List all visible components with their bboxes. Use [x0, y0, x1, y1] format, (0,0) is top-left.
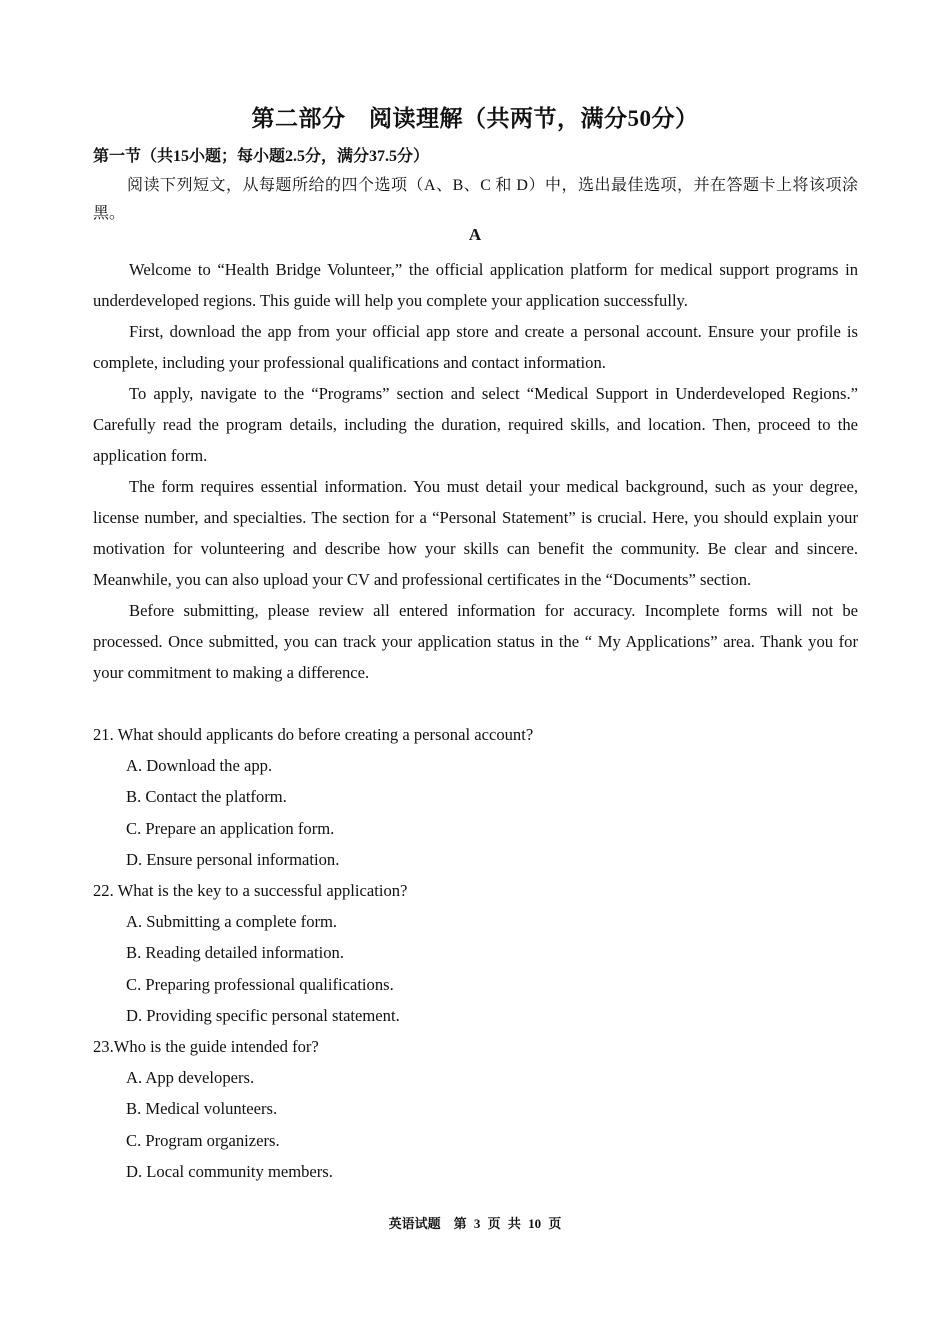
question-stem: 21. What should applicants do before creating a personal account? — [93, 725, 534, 744]
question-stem: 23.Who is the guide intended for? — [93, 1037, 319, 1057]
instructions: 阅读下列短文，从每题所给的四个选项（A、B、C 和 D）中，选出最佳选项，并在答题卡上将该项涂黑。 — [93, 177, 858, 222]
question-21 — [93, 719, 858, 875]
option-c: C. Program organizers. — [126, 1130, 280, 1150]
passage-paragraph: To apply, navigate to the “Programs” section and select “Medical Support in Underdeveloped Regions.” Carefully read the program details, including the duration, required skills, and location. Then, proceed to the application form. — [93, 384, 858, 465]
option-a: A. Submitting a complete form. — [126, 912, 338, 932]
passage-paragraph: The form requires essential information. You must detail your medical background, such as your degree, license number, and specialties. The section for a “Personal Statement” is crucial. Here, you should explain your motivation for volunteering and describe how your skills can benefit the community. Be clear and sincere. Meanwhile, you can also upload your CV and professional certificates in the “Documents” section. — [93, 477, 858, 589]
section-title: 第一节（共15小题；每小题2.5分，满分37.5分） — [93, 148, 430, 165]
passage-paragraph: First, download the app from your official app store and create a personal account. Ensure your profile is complete, including your professional qualifications and contact information. — [93, 322, 858, 372]
passage — [93, 254, 858, 688]
option-a: A. Download the app. — [126, 756, 273, 776]
option-b: B. Medical volunteers. — [126, 1099, 278, 1119]
passage-paragraph: Before submitting, please review all entered information for accuracy. Incomplete forms will not be processed. Once submitted, you can track your application status in the “ My Applications” area. Thank you for your commitment to making a difference. — [93, 601, 858, 682]
option-a: A. App developers. — [126, 1068, 255, 1088]
question-23 — [93, 1031, 858, 1187]
option-b: B. Reading detailed information. — [126, 943, 344, 963]
questions — [93, 719, 858, 1187]
passage-paragraph: Welcome to “Health Bridge Volunteer,” the official application platform for medical support programs in underdeveloped regions. This guide will help you complete your application successfully. — [93, 260, 858, 310]
option-c: C. Prepare an application form. — [126, 818, 335, 838]
question-22 — [93, 875, 858, 1031]
option-d: D. Ensure personal information. — [126, 849, 340, 869]
question-stem: 22. What is the key to a successful application? — [93, 881, 408, 901]
passage-letter: A — [468, 225, 482, 244]
option-c: C. Preparing professional qualifications. — [126, 974, 394, 994]
part-title: 第二部分 阅读理解（共两节，满分50分） — [251, 106, 699, 131]
option-d: D. Local community members. — [126, 1161, 333, 1181]
option-b: B. Contact the platform. — [126, 787, 287, 807]
option-d: D. Providing specific personal statement. — [126, 1005, 400, 1025]
page-footer: 英语试题 第 3 页 共 10 页 — [388, 1216, 562, 1231]
